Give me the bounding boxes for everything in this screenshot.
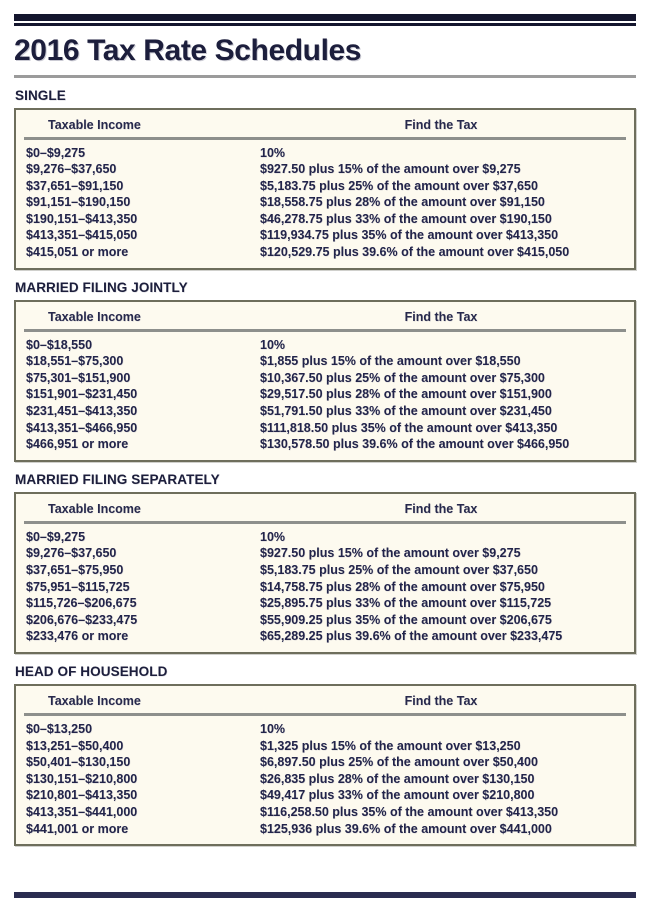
table-row [24, 244, 626, 261]
taxable-income-cell: $231,451–$413,350 [26, 404, 138, 419]
find-the-tax-cell: $29,517.50 plus 28% of the amount over $151,900 [260, 387, 552, 402]
find-the-tax-cell: $1,855 plus 15% of the amount over $18,550 [260, 354, 521, 369]
table-row [24, 370, 626, 387]
tax-rate-table [24, 308, 626, 453]
table-row [24, 436, 626, 453]
taxable-income-cell: $413,351–$415,050 [26, 228, 138, 243]
table-row [24, 787, 626, 804]
table-row [24, 612, 626, 629]
find-the-tax-cell: $49,417 plus 33% of the amount over $210,800 [260, 788, 535, 803]
taxable-income-cell: $9,276–$37,650 [26, 162, 117, 177]
taxable-income-cell: $0–$9,275 [26, 529, 86, 544]
tax-schedule-section [14, 280, 636, 462]
taxable-income-cell: $130,151–$210,800 [26, 771, 138, 786]
table-body [24, 524, 626, 645]
table-row [24, 227, 626, 244]
table-header [24, 116, 626, 140]
taxable-income-cell: $9,276–$37,650 [26, 546, 117, 561]
column-header-taxable-income: Taxable Income [48, 693, 141, 708]
column-header-taxable-income: Taxable Income [48, 501, 141, 516]
table-row [24, 332, 626, 354]
taxable-income-cell: $206,676–$233,475 [26, 612, 138, 627]
table-header [24, 692, 626, 716]
table-row [24, 771, 626, 788]
find-the-tax-cell: $51,791.50 plus 33% of the amount over $231,450 [260, 404, 552, 419]
title-divider [14, 75, 636, 78]
table-row [24, 821, 626, 838]
section-heading: SINGLE [15, 87, 66, 103]
find-the-tax-cell: $120,529.75 plus 39.6% of the amount over $415,050 [260, 245, 570, 260]
taxable-income-cell: $115,726–$206,675 [26, 596, 137, 611]
find-the-tax-cell: $65,289.25 plus 39.6% of the amount over $233,475 [260, 629, 563, 644]
taxable-income-cell: $0–$18,550 [26, 337, 93, 352]
table-row [24, 211, 626, 228]
tax-table-box [14, 300, 636, 462]
taxable-income-cell: $151,901–$231,450 [26, 387, 138, 402]
bottom-decorative-rule [14, 892, 636, 898]
find-the-tax-cell: $111,818.50 plus 35% of the amount over $413,350 [260, 420, 558, 435]
column-header-find-the-tax: Find the Tax [404, 117, 478, 132]
taxable-income-cell: $415,051 or more [26, 245, 129, 260]
table-row [24, 161, 626, 178]
column-header-taxable-income: Taxable Income [48, 309, 141, 324]
taxable-income-cell: $37,651–$75,950 [26, 563, 124, 577]
find-the-tax-cell: $116,258.50 plus 35% of the amount over $413,350 [260, 804, 559, 819]
find-the-tax-cell: $14,758.75 plus 28% of the amount over $75,950 [260, 579, 545, 594]
table-header [24, 500, 626, 524]
header-row [24, 116, 626, 137]
tax-rate-table [24, 116, 626, 261]
find-the-tax-cell: $125,936 plus 39.6% of the amount over $441,000 [260, 821, 552, 836]
table-row [24, 562, 626, 579]
taxable-income-cell: $0–$13,250 [26, 721, 93, 736]
taxable-income-cell: $18,551–$75,300 [26, 354, 124, 369]
header-row [24, 692, 626, 713]
table-body [24, 332, 626, 453]
find-the-tax-cell: $26,835 plus 28% of the amount over $130,150 [260, 771, 535, 786]
taxable-income-cell: $50,401–$130,150 [26, 755, 131, 770]
find-the-tax-cell: $119,934.75 plus 35% of the amount over $413,350 [260, 228, 559, 243]
table-row [24, 140, 626, 162]
find-the-tax-cell: $927.50 plus 15% of the amount over $9,275 [260, 162, 521, 177]
table-body [24, 716, 626, 837]
table-row [24, 403, 626, 420]
find-the-tax-cell: $18,558.75 plus 28% of the amount over $91,150 [260, 195, 545, 210]
column-header-find-the-tax: Find the Tax [404, 309, 478, 324]
find-the-tax-cell: $130,578.50 plus 39.6% of the amount over $466,950 [260, 437, 570, 452]
tax-table-box [14, 108, 636, 270]
table-row [24, 420, 626, 437]
table-header [24, 308, 626, 332]
section-heading: MARRIED FILING SEPARATELY [15, 471, 220, 487]
column-header-find-the-tax: Find the Tax [404, 501, 478, 516]
column-header-find-the-tax: Find the Tax [404, 693, 478, 708]
table-row [24, 194, 626, 211]
tax-schedule-section [14, 664, 636, 846]
tax-rate-table [24, 692, 626, 837]
taxable-income-cell: $13,251–$50,400 [26, 738, 124, 753]
taxable-income-cell: $75,951–$115,725 [26, 579, 130, 594]
tax-schedule-section [14, 88, 636, 270]
tax-rate-table [24, 500, 626, 645]
tax-table-box [14, 492, 636, 654]
taxable-income-cell: $190,151–$413,350 [26, 211, 138, 226]
table-row [24, 524, 626, 546]
tax-table-box [14, 684, 636, 846]
tax-rate-schedules-page [0, 14, 650, 914]
table-row [24, 716, 626, 738]
taxable-income-cell: $37,651–$91,150 [26, 178, 124, 193]
find-the-tax-cell: $46,278.75 plus 33% of the amount over $190,150 [260, 211, 552, 226]
taxable-income-cell: $413,351–$466,950 [26, 420, 138, 435]
table-row [24, 178, 626, 195]
column-header-taxable-income: Taxable Income [48, 117, 141, 132]
table-row [24, 353, 626, 370]
table-row [24, 628, 626, 645]
taxable-income-cell: $413,351–$441,000 [26, 804, 138, 819]
section-heading: MARRIED FILING JOINTLY [15, 279, 188, 295]
find-the-tax-cell: $1,325 plus 15% of the amount over $13,250 [260, 738, 521, 753]
taxable-income-cell: $75,301–$151,900 [26, 370, 131, 385]
table-row [24, 595, 626, 612]
find-the-tax-cell: $6,897.50 plus 25% of the amount over $50,400 [260, 755, 538, 770]
table-body [24, 140, 626, 261]
section-heading: HEAD OF HOUSEHOLD [15, 663, 168, 679]
table-row [24, 386, 626, 403]
header-row [24, 308, 626, 329]
find-the-tax-cell: 10% [260, 145, 286, 160]
find-the-tax-cell: 10% [260, 721, 286, 736]
taxable-income-cell: $210,801–$413,350 [26, 788, 138, 803]
find-the-tax-cell: $5,183.75 plus 25% of the amount over $37,650 [260, 178, 538, 193]
table-row [24, 754, 626, 771]
find-the-tax-cell: $927.50 plus 15% of the amount over $9,275 [260, 546, 521, 561]
table-row [24, 579, 626, 596]
taxable-income-cell: $441,001 or more [26, 821, 129, 836]
page-title: 2016 Tax Rate Schedules [14, 34, 362, 67]
taxable-income-cell: $91,151–$190,150 [26, 195, 131, 210]
find-the-tax-cell: $25,895.75 plus 33% of the amount over $115,725 [260, 596, 552, 611]
find-the-tax-cell: 10% [260, 529, 286, 544]
taxable-income-cell: $466,951 or more [26, 437, 129, 452]
table-row [24, 545, 626, 562]
taxable-income-cell: $233,476 or more [26, 629, 129, 644]
table-row [24, 804, 626, 821]
taxable-income-cell: $0–$9,275 [26, 145, 86, 160]
top-decorative-rule [14, 14, 636, 23]
find-the-tax-cell: $55,909.25 plus 35% of the amount over $206,675 [260, 612, 552, 627]
sections-container [14, 88, 636, 847]
table-row [24, 738, 626, 755]
header-row [24, 500, 626, 521]
find-the-tax-cell: $10,367.50 plus 25% of the amount over $75,300 [260, 370, 545, 385]
find-the-tax-cell: $5,183.75 plus 25% of the amount over $37,650 [260, 563, 538, 577]
tax-schedule-section [14, 472, 636, 654]
find-the-tax-cell: 10% [260, 337, 286, 352]
